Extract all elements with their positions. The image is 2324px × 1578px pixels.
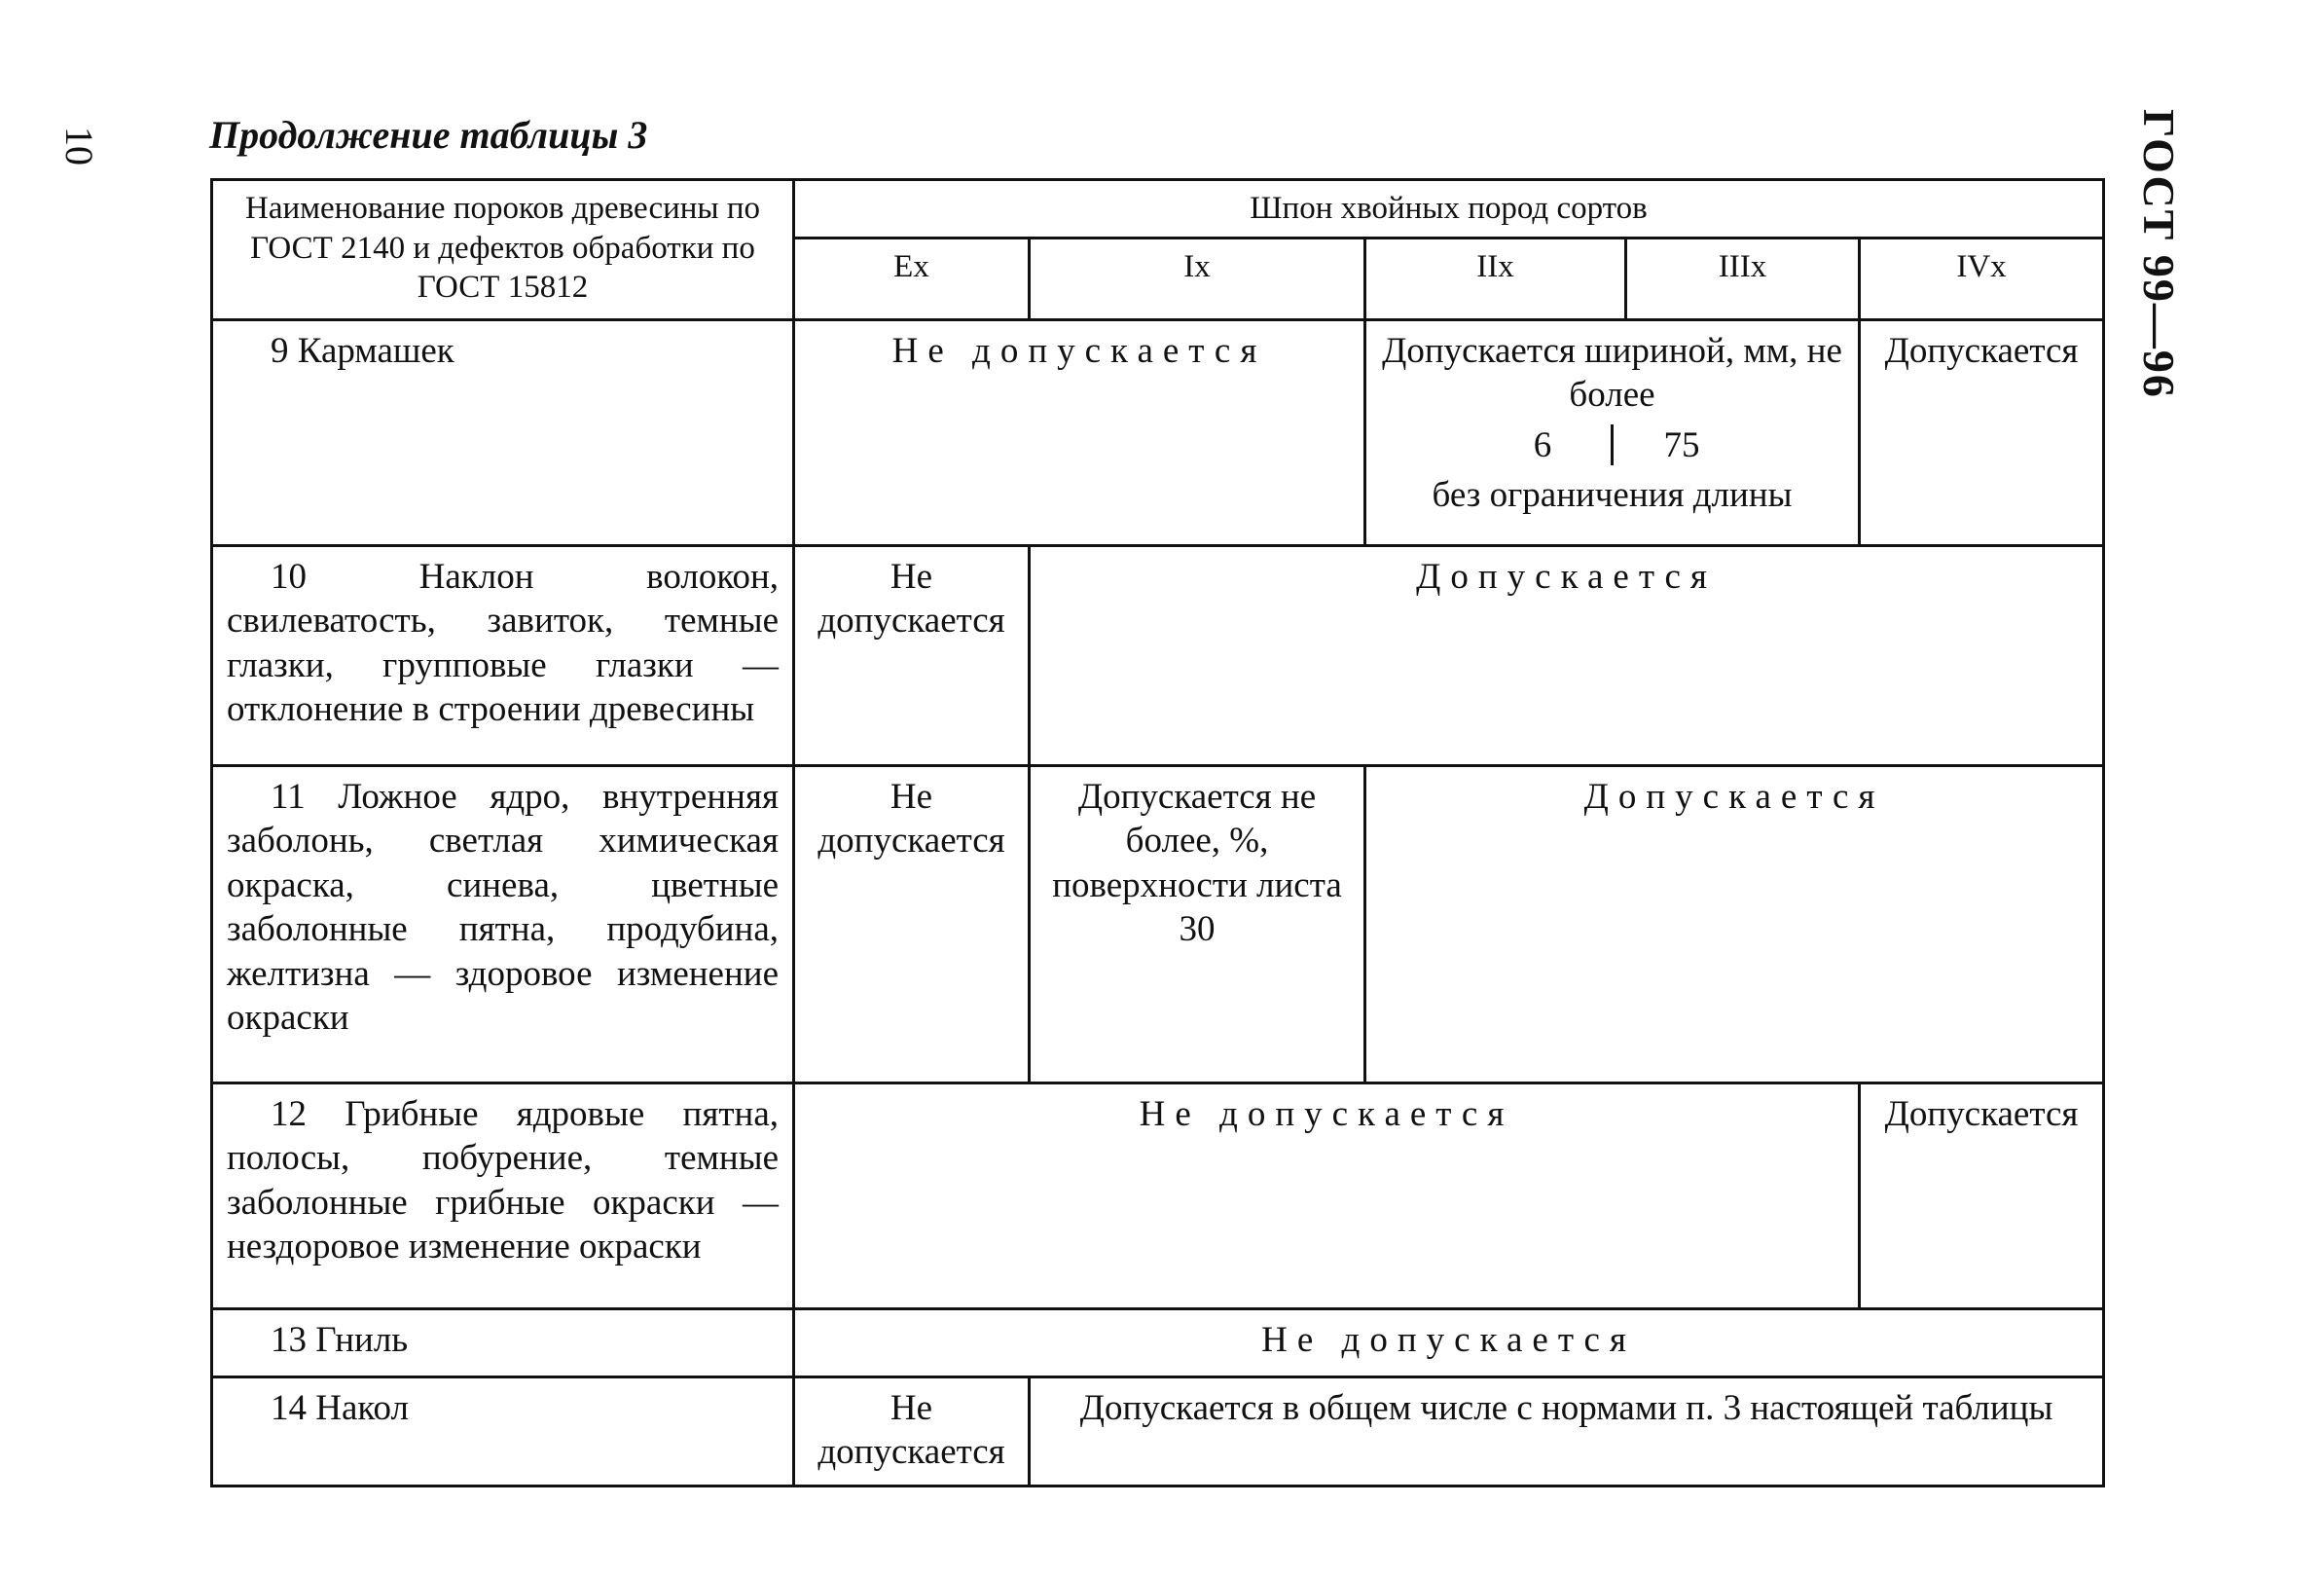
defect-name: 13 Гниль [212,1308,794,1376]
norm-text: Допускается не более, %, поверхности листа [1052,776,1342,905]
norm-cell: Допускается [1860,1083,2104,1308]
table-continuation-title: Продолжение таблицы 3 [209,113,648,157]
norm-cell: Допускается [1030,545,2104,765]
header-grade-iix: IIx [1365,238,1626,319]
defect-name: 9 Кармашек [212,319,794,545]
norm-cell: Не допускается [794,545,1030,765]
header-grade-ex: Ex [794,238,1030,319]
norm-cell: Не допускается [794,1376,1030,1486]
norm-cell: Не допускается [794,1083,1860,1308]
norm-cell: Допускается [1860,319,2104,545]
defect-name: 11 Ложное ядро, внутренняя заболонь, светлая химическая окраска, синева, цветные заболонные пятна, продубина, желтизна — здоровое изменение окраски [212,765,794,1083]
header-grade-iiix: IIIx [1626,238,1860,319]
header-grade-ix: Ix [1030,238,1365,319]
norm-value-iix: 6 [1533,424,1552,465]
header-veneer-grades: Шпон хвойных пород сортов [794,180,2104,239]
table-row [212,1308,2104,1376]
header-defect-name: Наименование пороков древесины по ГОСТ 2140 и дефектов обработки по ГОСТ 15812 [212,180,794,320]
norm-value: 30 [1179,909,1216,950]
norm-cell: Не допускается [794,765,1030,1083]
defect-name: 12 Грибные ядровые пятна, полосы, побурение, темные заболонные грибные окраски — нездоровое изменение окраски [212,1083,794,1308]
header-grade-ivx: IVx [1860,238,2104,319]
norm-cell-width-limit [1365,319,1860,545]
norm-cell: Допускается [1365,765,2104,1083]
norm-cell [1030,765,1365,1083]
norm-text: Допускается шириной, мм, не более [1382,330,1842,416]
norm-value-iiix: 75 [1663,424,1700,465]
page-number: 10 [57,127,101,165]
norm-cell: Допускается в общем числе с нормами п. 3 настоящей таблицы [1030,1376,2104,1486]
defect-name: 14 Накол [212,1376,794,1486]
table-row [212,319,2104,545]
norm-values [1380,423,1844,468]
defect-name: 10 Наклон волокон, свилеватость, завиток, темные глазки, групповые глазки — отклонение в строении древесины [212,545,794,765]
document-code: ГОСТ 99—96 [2134,109,2184,399]
table-row [212,1083,2104,1308]
norm-cell: Не допускается [794,1308,2104,1376]
table-row [212,545,2104,765]
defects-table [210,178,2105,1487]
norm-cell: Не допускается [794,319,1365,545]
table-row [212,1376,2104,1486]
table-row [212,765,2104,1083]
norm-note: без ограничения длины [1432,475,1793,516]
